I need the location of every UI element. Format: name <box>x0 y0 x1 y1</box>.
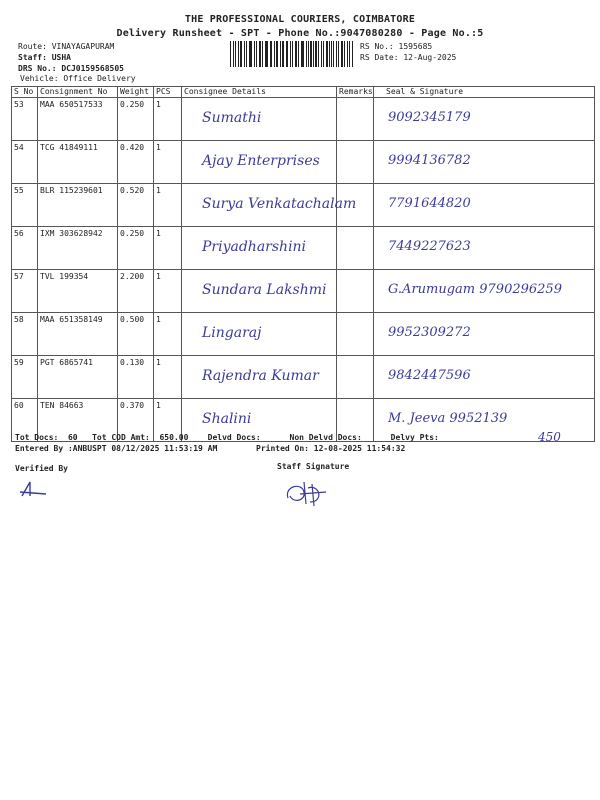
table-row <box>12 313 595 356</box>
totals-line: Tot Docs: 60 Tot COD Amt: 650.00 Delvd Docs: Non Delvd Docs: Delvy Pts: <box>15 433 439 442</box>
col-sno: S No <box>12 87 38 98</box>
cell-sno: 58 <box>12 313 38 356</box>
cell-consignee <box>182 313 337 356</box>
cell-consignee <box>182 141 337 184</box>
verified-by-label: Verified By <box>15 464 68 473</box>
cell-sno: 54 <box>12 141 38 184</box>
cell-consignment-no: MAA 650517533 <box>38 98 118 141</box>
staff-label: Staff: USHA <box>18 53 71 62</box>
col-seal-signature: Seal & Signature <box>374 87 595 98</box>
cell-consignment-no: IXM 303628942 <box>38 227 118 270</box>
cell-sno: 53 <box>12 98 38 141</box>
table-row <box>12 98 595 141</box>
verifier-signature-icon <box>18 478 58 500</box>
cell-seal-signature <box>374 184 595 227</box>
receiver-handwritten: 9092345179 <box>388 110 471 125</box>
col-weight: Weight <box>118 87 154 98</box>
cell-pcs: 1 <box>154 184 182 227</box>
cell-weight: 0.420 <box>118 141 154 184</box>
col-consignment: Consignment No <box>38 87 118 98</box>
table-row <box>12 141 595 184</box>
cell-seal-signature <box>374 227 595 270</box>
cell-consignment-no: BLR 115239601 <box>38 184 118 227</box>
delivery-points-handwritten: 450 <box>538 430 561 444</box>
receiver-handwritten: 9952309272 <box>388 325 471 340</box>
consignee-handwritten: Sumathi <box>202 110 262 126</box>
receiver-handwritten: M. Jeeva 9952139 <box>388 411 508 426</box>
consignee-handwritten: Surya Venkatachalam <box>202 196 357 212</box>
cell-seal-signature <box>374 270 595 313</box>
staff-signature-icon <box>280 478 340 508</box>
cell-pcs: 1 <box>154 313 182 356</box>
delivery-table <box>11 86 595 442</box>
cell-weight: 0.250 <box>118 227 154 270</box>
cell-weight: 0.500 <box>118 313 154 356</box>
cell-weight: 0.250 <box>118 98 154 141</box>
receiver-handwritten: 7449227623 <box>388 239 471 254</box>
cell-remarks <box>337 227 374 270</box>
cell-weight: 0.370 <box>118 399 154 442</box>
cell-seal-signature <box>374 313 595 356</box>
cell-weight: 2.200 <box>118 270 154 313</box>
cell-sno: 57 <box>12 270 38 313</box>
cell-weight: 0.130 <box>118 356 154 399</box>
consignee-handwritten: Ajay Enterprises <box>202 153 320 169</box>
rs-date: RS Date: 12-Aug-2025 <box>360 53 457 62</box>
staff-signature-label: Staff Signature <box>277 462 350 471</box>
consignee-handwritten: Rajendra Kumar <box>202 368 319 384</box>
cell-remarks <box>337 356 374 399</box>
cell-pcs: 1 <box>154 270 182 313</box>
consignee-handwritten: Lingaraj <box>202 325 262 341</box>
cell-remarks <box>337 313 374 356</box>
cell-sno: 59 <box>12 356 38 399</box>
route-label: Route: VINAYAGAPURAM <box>18 42 115 51</box>
printed-on: Printed On: 12-08-2025 11:54:32 <box>256 444 406 453</box>
receiver-handwritten: 9994136782 <box>388 153 471 168</box>
table-header-row <box>12 87 595 98</box>
company-name: THE PROFESSIONAL COURIERS, COIMBATORE <box>184 14 416 25</box>
cell-pcs: 1 <box>154 399 182 442</box>
cell-pcs: 1 <box>154 141 182 184</box>
cell-consignment-no: TEN 84663 <box>38 399 118 442</box>
cell-consignee <box>182 356 337 399</box>
receiver-handwritten: 7791644820 <box>388 196 471 211</box>
consignee-handwritten: Priyadharshini <box>202 239 307 255</box>
cell-consignee <box>182 227 337 270</box>
cell-consignment-no: MAA 651358149 <box>38 313 118 356</box>
cell-pcs: 1 <box>154 227 182 270</box>
cell-pcs: 1 <box>154 356 182 399</box>
table-row <box>12 184 595 227</box>
table-row <box>12 356 595 399</box>
cell-weight: 0.520 <box>118 184 154 227</box>
table-row <box>12 227 595 270</box>
cell-seal-signature <box>374 98 595 141</box>
cell-remarks <box>337 98 374 141</box>
entered-by: Entered By :ANBUSPT 08/12/2025 11:53:19 AM <box>15 444 218 453</box>
barcode <box>230 41 354 67</box>
cell-pcs: 1 <box>154 98 182 141</box>
col-consignee: Consignee Details <box>182 87 337 98</box>
vehicle-label: Vehicle: Office Delivery <box>20 74 136 83</box>
cell-sno: 55 <box>12 184 38 227</box>
col-pcs: PCS <box>154 87 182 98</box>
cell-consignment-no: TVL 199354 <box>38 270 118 313</box>
cell-remarks <box>337 141 374 184</box>
consignee-handwritten: Shalini <box>202 411 252 427</box>
cell-consignee <box>182 270 337 313</box>
col-remarks: Remarks <box>337 87 374 98</box>
cell-consignee <box>182 184 357 227</box>
drs-number: DRS No.: DCJ0159568505 <box>18 64 124 73</box>
cell-consignment-no: PGT 6865741 <box>38 356 118 399</box>
receiver-handwritten: G.Arumugam 9790296259 <box>388 282 562 297</box>
cell-consignment-no: TCG 41849111 <box>38 141 118 184</box>
table-row <box>12 270 595 313</box>
cell-seal-signature <box>374 141 595 184</box>
cell-sno: 60 <box>12 399 38 442</box>
cell-sno: 56 <box>12 227 38 270</box>
receiver-handwritten: 9842447596 <box>388 368 471 383</box>
cell-consignee <box>182 98 337 141</box>
rs-number: RS No.: 1595685 <box>360 42 433 51</box>
consignee-handwritten: Sundara Lakshmi <box>202 282 327 298</box>
cell-seal-signature <box>374 356 595 399</box>
cell-remarks <box>337 270 374 313</box>
runsheet-title: Delivery Runsheet - SPT - Phone No.:9047080280 - Page No.:5 <box>116 28 484 39</box>
